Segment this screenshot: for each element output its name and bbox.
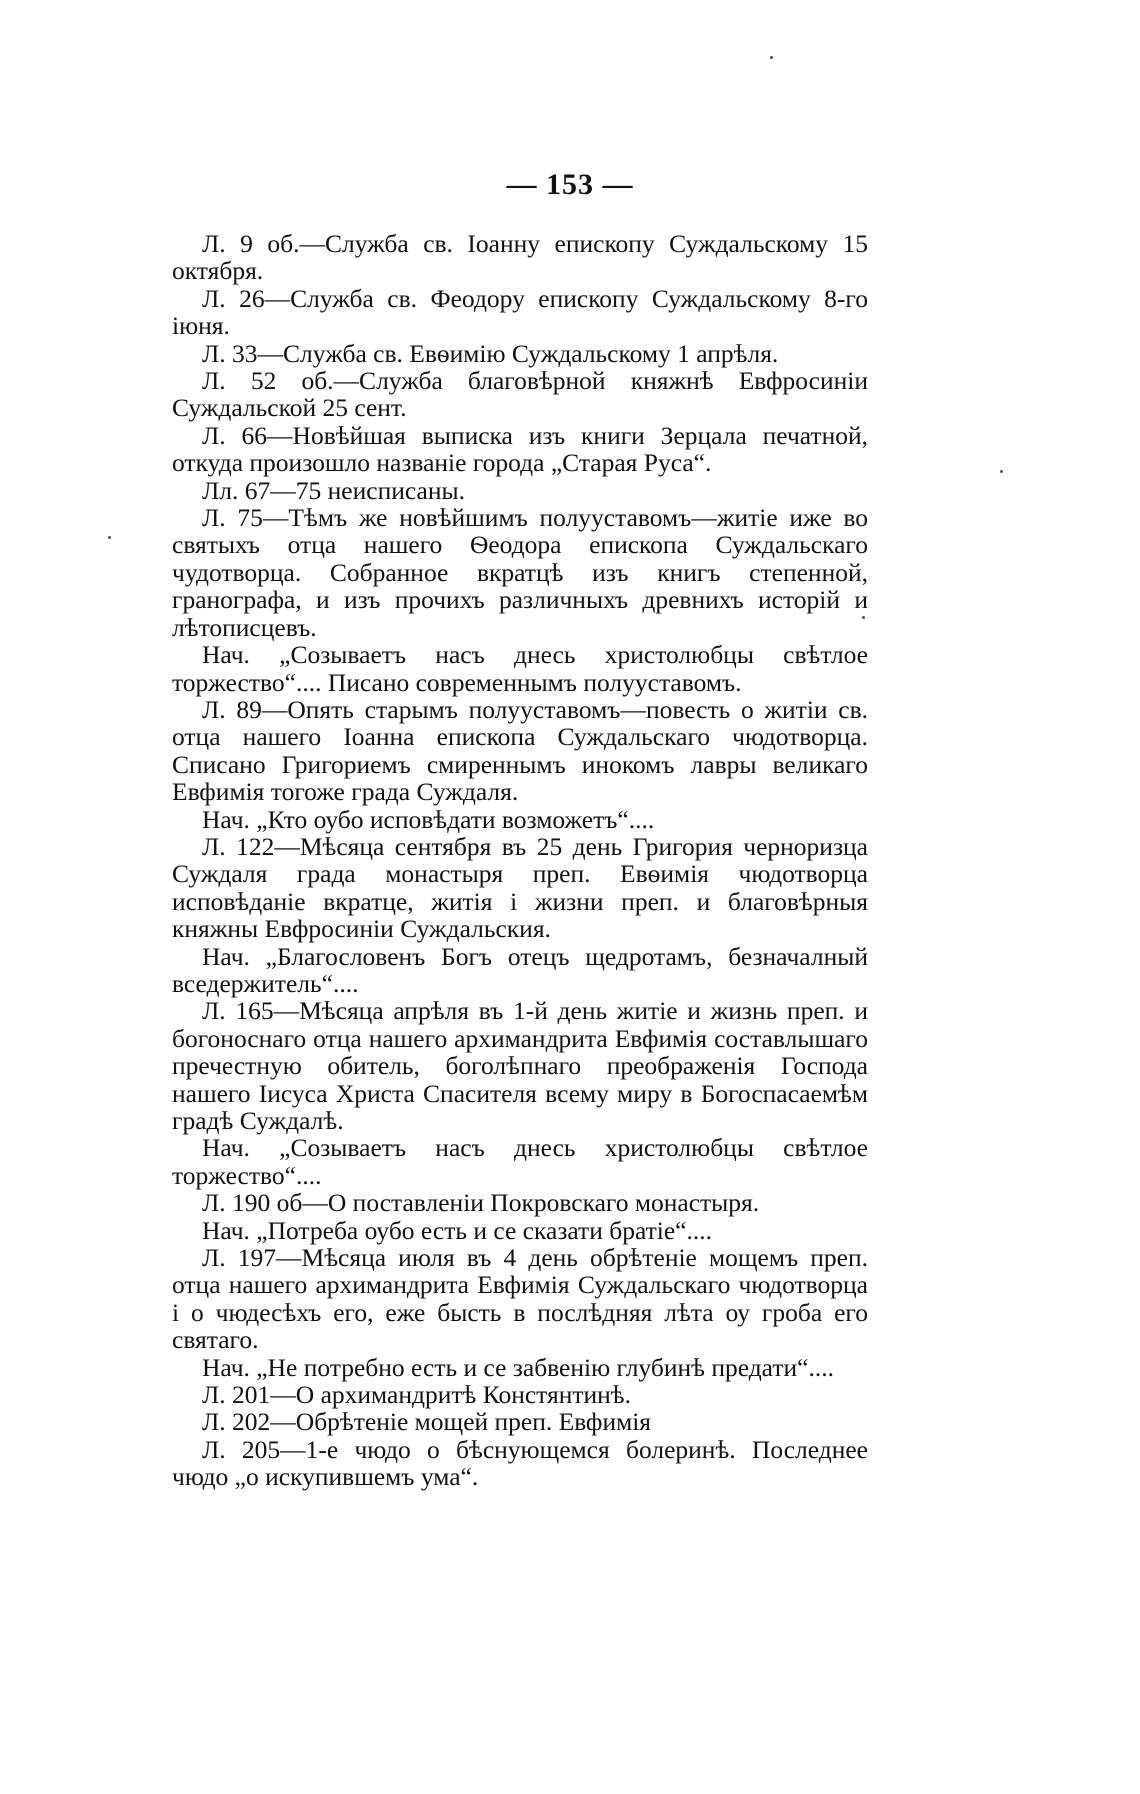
entry-paragraph: Л. 9 об.—Служба св. Іоанну епископу Суждальскому 15 октября.: [172, 229, 868, 286]
entry-paragraph: Л. 205—1-е чюдо о бѣснующемся болеринѣ. Последнее чюдо „о искупившемъ ума“.: [172, 1434, 868, 1492]
entry-paragraph: Л. 89—Опять старымъ полууставомъ—повесть о житіи св. отца нашего Іоанна епископа Суждальскаго чюдотворца. Списано Григориемъ смиреннымъ инокомъ лавры великаго Евфимія тогоже града Суждаля.: [172, 694, 868, 807]
entry-paragraph: Нач. „Благословенъ Богъ отецъ щедротамъ, безначалный вседержитель“....: [172, 941, 868, 998]
entry-paragraph: Л. 66—Новѣйшая выписка изъ книги Зерцала печатной, откуда произошло названіе города „Старая Руса“.: [172, 420, 868, 478]
scan-speck: [862, 616, 865, 619]
catalog-text: [172, 230, 868, 1491]
entry-paragraph: Лл. 67—75 неисписаны.: [202, 475, 465, 505]
entry-paragraph: Л. 33—Служба св. Евѳимію Суждальскому 1 апрѣля.: [202, 338, 779, 368]
page-number: — 153 —: [506, 168, 634, 201]
entry-paragraph: Нач. „Созываетъ насъ днесь христолюбцы свѣтлое торжество“....: [172, 1133, 868, 1190]
entry-paragraph: Л. 202—Обрѣтеніе мощей преп. Евфимія: [202, 1407, 652, 1437]
entry-paragraph: Л. 75—Тѣмъ же новѣйшимъ полууставомъ—житіе иже во святыхъ отца нашего Ѳеодора епископа Суждальскаго чудотворца. Собранное вкратцѣ изъ книгъ степенной, гранографа, и изъ прочихъ различныхъ древнихъ исторій и лѣтописцевъ.: [172, 503, 868, 642]
scan-speck: [770, 56, 773, 59]
scan-speck: [1000, 470, 1003, 473]
entry-paragraph: Нач. „Кто оубо исповѣдати возможетъ“....: [202, 804, 655, 834]
entry-paragraph: Л. 26—Служба св. Феодору епископу Суждальскому 8-го іюня.: [172, 283, 868, 341]
entry-paragraph: Л. 197—Мѣсяца июля въ 4 день обрѣтеніе мощемъ преп. отца нашего архимандрита Евфимія Суждальскаго чюдотворца і о чюдесѣхъ его, еже бысть в послѣдняя лѣта оу гроба его святаго.: [172, 1243, 868, 1355]
entry-paragraph: Л. 122—Мѣсяца сентября въ 25 день Григория черноризца Суждаля града монастыря преп. Евѳимія чюдотворца исповѣданіе вкратце, житія і жизни преп. и благовѣрныя княжны Евфросиніи Суждальския.: [172, 831, 868, 944]
entry-paragraph: Нач. „Потреба оубо есть и се сказати братіе“....: [202, 1215, 712, 1245]
entry-paragraph: Нач. „Не потребно есть и се забвенію глубинѣ предати“....: [202, 1352, 834, 1382]
entry-paragraph: Л. 201—О архимандритѣ Констянтинѣ.: [202, 1380, 632, 1410]
entry-paragraph: Нач. „Созываетъ насъ днесь христолюбцы свѣтлое торжество“.... Писано современнымъ полууставомъ.: [172, 640, 868, 697]
entry-paragraph: Л. 190 об—О поставленіи Покровскаго монастыря.: [202, 1188, 760, 1218]
scan-speck: [108, 536, 111, 539]
entry-paragraph: Л. 165—Мѣсяца апрѣля въ 1-й день житіе и жизнь преп. и богоноснаго отца нашего архимандрита Евфимія составлышаго пречестную обитель, боголѣпнаго преображенія Господа нашего Іисуса Христа Спасителя всему миру в Богоспасаемѣм градѣ Суждалѣ.: [172, 996, 868, 1135]
entry-paragraph: Л. 52 об.—Служба благовѣрной княжнѣ Евфросиніи Суждальской 25 сент.: [172, 366, 868, 423]
